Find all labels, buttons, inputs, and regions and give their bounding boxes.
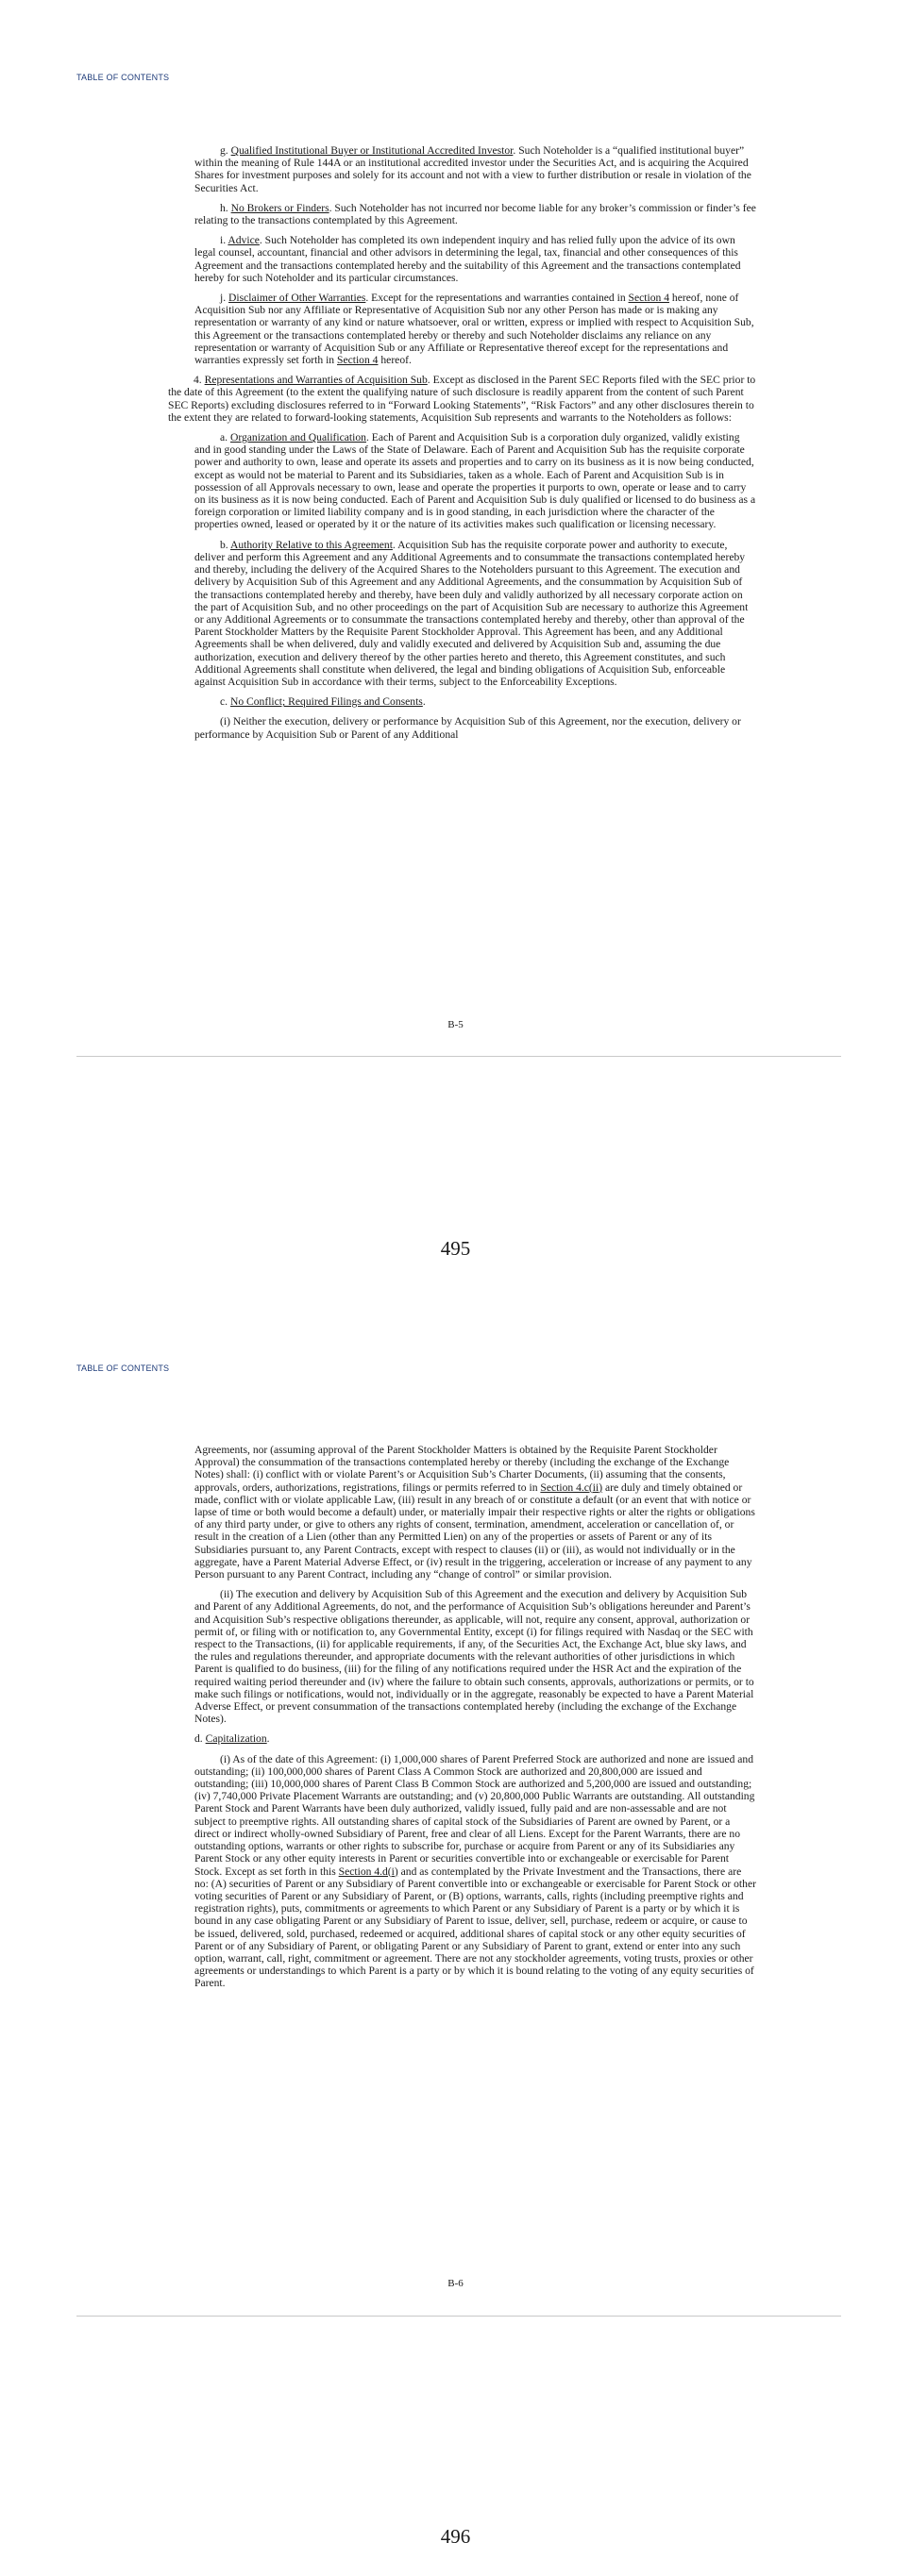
heading-capitalization: Capitalization <box>205 1732 267 1746</box>
page-footer-b6: B-6 <box>447 2278 464 2289</box>
heading-no-brokers: No Brokers or Finders <box>230 201 329 214</box>
heading-section-4: Representations and Warranties of Acquisition Sub <box>204 374 428 387</box>
paragraph-h: h. No Brokers or Finders. Such Noteholder has not incurred nor become liable for any broker’s commission or finder’s fee relating to the transactions contemplated by this Agreement. <box>194 201 756 227</box>
page-number-496: 496 <box>440 2525 471 2548</box>
heading-organization: Organization and Qualification <box>229 431 366 444</box>
heading-advice: Advice <box>228 234 260 247</box>
page-number-495: 495 <box>440 1237 471 1260</box>
heading-disclaimer: Disclaimer of Other Warranties <box>228 292 366 305</box>
page-496-body <box>194 1444 757 1998</box>
table-of-contents-link[interactable]: TABLE OF CONTENTS <box>76 73 170 82</box>
paragraph-c-ii: (ii) The execution and delivery by Acquisition Sub of this Agreement and the execution and delivery by Acquisition Sub and Parent of any Additional Agreements, do not, and the performance of Acquisition Sub’s obligations hereunder and Parent’s and Acquisition Sub’s respective obligations thereunder, as applicable, will not, require any consent, approval, authorization or permit of, or filing with or notification to, any Governmental Entity, except (i) for filings required with Nasdaq or the SEC with respect to the Transactions, (ii) for applicable requirements, if any, of the Securities Act, the Exchange Act, blue sky laws, and the rules and regulations thereunder, and appropriate documents with the relevant authorities of other jurisdictions in which Parent is qualified to do business, (iii) for the filing of any notifications required under the HSR Act and the expiration of the required waiting period thereunder and (iv) where the failure to obtain such consents, approvals, authorizations or permits, or to make such filings or notifications, would not, individually or in the aggregate, reasonably be expected to have a Parent Material Adverse Effect, or prevent consummation of the transactions contemplated hereby (including the exchange of the Exchange Notes). <box>194 1588 754 1726</box>
heading-qualified-buyer: Qualified Institutional Buyer or Institutional Accredited Investor <box>230 144 514 157</box>
paragraph-c: c. No Conflict; Required Filings and Consents. <box>220 695 426 709</box>
table-of-contents-link[interactable]: TABLE OF CONTENTS <box>76 1363 170 1373</box>
paragraph-d: d. Capitalization. <box>194 1732 270 1746</box>
paragraph-c-i: (i) Neither the execution, delivery or performance by Acquisition Sub of this Agreement, nor the execution, delivery or performance by Acquisition Sub or Parent of any Additional <box>194 715 741 741</box>
paragraph-b: b. Authority Relative to this Agreement. Acquisition Sub has the requisite corporate power and authority to execute, deliver and perform this Agreement and any Additional Agreements and to consummate the transactions contemplated hereby and thereby, including the delivery of the Acquired Shares to the Noteholders pursuant to this Agreement. The execution and delivery by Acquisition Sub of this Agreement and any Additional Agreements, and the consummation by Acquisition Sub of the transactions contemplated hereby and thereby, have been duly and validly authorized by all necessary corporate action on the part of Acquisition Sub, and no other proceedings on the part of Acquisition Sub are necessary to authorize this Agreement or any Additional Agreements or to consummate the transactions contemplated hereby and thereby, other than approval of the Parent Stockholder Matters by the Requisite Parent Stockholder Approval. This Agreement has been, and any Additional Agreements shall be when delivered, duly and validly executed and delivered by Acquisition Sub and, assuming the due authorization, execution and delivery thereof by the other parties hereto and thereto, this Agreement constitutes, and such Additional Agreements shall constitute when delivered, the legal and binding obligations of Acquisition Sub, enforceable against Acquisition Sub in accordance with their terms, subject to the Enforceability Exceptions. <box>194 538 749 688</box>
page-495-body <box>168 144 757 748</box>
heading-authority: Authority Relative to this Agreement <box>229 538 393 551</box>
paragraph-section-4: 4. Representations and Warranties of Acquisition Sub. Except as disclosed in the Parent SEC Reports filed with the SEC prior to the date of this Agreement (to the extent the qualifying nature of such disclosure is readily apparent from the content of such Parent SEC Reports) excluding disclosures referred to in “Forward Looking Statements”, “Risk Factors” and any other disclosures therein to the extent they are related to forward-looking statements, Acquisition Sub represents and warrants to the Noteholders as follows: <box>168 374 756 424</box>
page-footer-b5: B-5 <box>447 1019 464 1030</box>
paragraph-i: i. Advice. Such Noteholder has completed its own independent inquiry and has relied fully upon the advice of its own legal counsel, accountant, financial and other advisors in determining the legal, tax, financial and other consequences of this Agreement and the transactions contemplated hereby and the suitability of this Agreement and the transactions contemplated hereby for such Noteholder and its particular circumstances. <box>194 234 741 284</box>
paragraph-c-i-continued: Agreements, nor (assuming approval of the Parent Stockholder Matters is obtained by the Requisite Parent Stockholder Approval) the consummation of the transactions contemplated hereby or thereby (including the exchange of the Exchange Notes) shall: (i) conflict with or violate Parent’s or Acquisition Sub’s Charter Documents, (ii) assuming that the consents, approvals, orders, authorizations, registrations, filings or permits referred to in Section 4.c(ii) are duly and timely obtained or made, conflict with or violate applicable Law, (iii) result in any breach of or constitute a default (or an event that with notice or lapse of time or both would become a default) under, or materially impair their respective rights or alter the rights or obligations of any third party under, or give to others any rights of consent, termination, amendment, acceleration or cancellation of, or result in the creation of a Lien (other than any Permitted Lien) on any of the properties or assets of Parent or any of its Subsidiaries pursuant to, any Parent Contracts, except with respect to clauses (ii) or (iii), as would not individually or in the aggregate, have a Parent Material Adverse Effect, or (iv) result in the triggering, acceleration or increase of any payment to any Person pursuant to any Parent Contract, including any “change of control” or similar provision. <box>194 1444 755 1581</box>
section-4-d-i-link[interactable]: Section 4.d(i) <box>338 1865 398 1878</box>
paragraph-a: a. Organization and Qualification. Each of Parent and Acquisition Sub is a corporation duly organized, validly existing and in good standing under the Laws of the State of Delaware. Each of Parent and Acquisition Sub has the requisite corporate power and authority to own, lease and operate its assets and properties and to carry on its business as it is now being conducted, except as would not be material to Parent and its Subsidiaries, taken as a whole. Each of Parent and Acquisition Sub is in possession of all Approvals necessary to own, lease and operate the properties it purports to own, operate or lease and to carry on its business as it is now being conducted. Each of Parent and Acquisition Sub is duly qualified or licensed to do business as a foreign corporation or limited liability company and is in good standing, in each jurisdiction where the character of the properties owned, leased or operated by it or the nature of its activities makes such qualification or licensing necessary. <box>194 431 756 531</box>
section-4-link[interactable]: Section 4 <box>337 354 379 367</box>
page-divider <box>76 2316 841 2317</box>
page-divider <box>76 1056 841 1057</box>
paragraph-j: j. Disclaimer of Other Warranties. Except for the representations and warranties contained in Section 4 hereof, none of Acquisition Sub nor any Affiliate or Representative of Acquisition Sub nor any other Person has made or is making any representation or warranty of any kind or nature whatsoever, oral or written, express or implied with respect to Acquisition Sub, this Agreement or the transactions contemplated hereby or thereby and such Noteholder disclaims any reliance on any representation or warranty of Acquisition Sub or any Affiliate or Representative thereof except for the representations and warranties expressly set forth in Section 4 hereof. <box>194 292 754 367</box>
heading-no-conflict: No Conflict; Required Filings and Consents <box>229 695 423 709</box>
paragraph-g: g. Qualified Institutional Buyer or Institutional Accredited Investor. Such Noteholder is a “qualified institutional buyer” within the meaning of Rule 144A or an institutional accredited investor under the Securities Act, and is acquiring the Acquired Shares for investment purposes and solely for its account and not with a view to further distribution or resale in violation of the Securities Act. <box>194 144 751 194</box>
paragraph-d-i: (i) As of the date of this Agreement: (i) 1,000,000 shares of Parent Preferred Stock are authorized and none are issued and outstanding; (ii) 100,000,000 shares of Parent Class A Common Stock are authorized and 20,800,000 are issued and outstanding; (iii) 10,000,000 shares of Parent Class B Common Stock are authorized and 5,200,000 are issued and outstanding; (iv) 7,740,000 Private Placement Warrants are outstanding; and (v) 20,800,000 Public Warrants are outstanding. All outstanding Parent Stock and Parent Warrants have been duly authorized, validly issued, fully paid and are non-assessable and are not subject to preemptive rights. All outstanding shares of capital stock of the Subsidiaries of Parent are owned by Parent, or a direct or indirect wholly-owned Subsidiary of Parent, free and clear of all Liens. Except for the Parent Warrants, there are no outstanding options, warrants or other rights to subscribe for, purchase or acquire from Parent or any of its Subsidiaries any Parent Stock or any other equity interests in Parent or securities convertible into or exchangeable or exercisable for Parent Stock. Except as set forth in this Section 4.d(i) and as contemplated by the Private Investment and the Transactions, there are no: (A) securities of Parent or any Subsidiary of Parent convertible into or exchangeable or exercisable for Parent Stock or other voting securities of Parent or any Subsidiary of Parent, or (B) options, warrants, calls, rights (including preemptive rights and registration rights), puts, commitments or agreements to which Parent or any Subsidiary of Parent is a party or by which it is bound in any case obligating Parent or any Subsidiary of Parent to issue, deliver, sell, purchase, redeem or acquire, or cause to be issued, delivered, sold, purchased, redeemed or acquired, additional shares of capital stock or any other equity securities of Parent or of any Subsidiary of Parent, or obligating Parent or any Subsidiary of Parent to grant, extend or enter into any such option, warrant, call, right, commitment or agreement. There are not any stockholder agreements, voting trusts, proxies or other agreements or understandings to which Parent is a party or by which it is bound relating to the voting of any equity securities of Parent. <box>194 1752 756 1990</box>
section-4-link[interactable]: Section 4 <box>628 292 670 305</box>
section-4-c-ii-link[interactable]: Section 4.c(ii) <box>540 1480 603 1494</box>
